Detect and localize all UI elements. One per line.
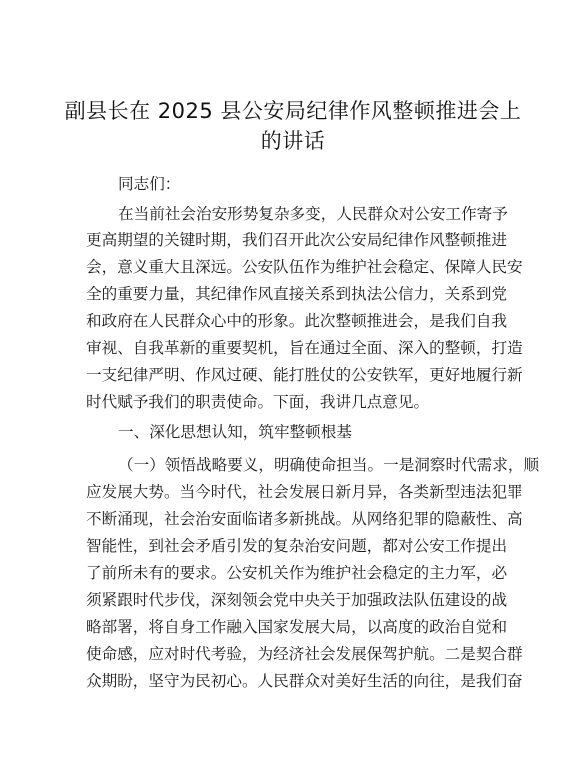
paragraph-line: 略部署，将自身工作融入国家发展大局，以高度的政治自觉和: [86, 618, 508, 636]
paragraph-line: （一）领悟战略要义，明确使命担当。一是洞察时代需求，顺: [118, 456, 540, 474]
paragraph-line: 应发展大势。当今时代，社会发展日新月异，各类新型违法犯罪: [86, 483, 523, 501]
paragraph-line: 不断涌现，社会治安面临诸多新挑战。从网络犯罪的隐蔽性、高: [86, 510, 523, 528]
paragraph-line: 须紧跟时代步伐，深刻领会党中央关于加强政法队伍建设的战: [86, 591, 508, 609]
paragraph-line: 一支纪律严明、作风过硬、能打胜仗的公安铁军，更好地履行新: [86, 366, 523, 384]
paragraph-line: 和政府在人民群众心中的形象。此次整顿推进会，是我们自我: [86, 312, 508, 330]
paragraph-line: 全的重要力量，其纪律作风直接关系到执法公信力，关系到党: [86, 285, 508, 303]
paragraph-line: 众期盼，坚守为民初心。人民群众对美好生活的向往，是我们奋: [86, 672, 523, 690]
paragraph-line: 使命感，应对时代考验，为经济社会发展保驾护航。二是契合群: [86, 645, 523, 663]
paragraph-line: 审视、自我革新的重要契机，旨在通过全面、深入的整顿，打造: [86, 339, 523, 357]
document-title-line-2: 的讲话: [260, 129, 326, 153]
paragraph-line: 智能性，到社会矛盾引发的复杂治安问题，都对公安工作提出: [86, 537, 508, 555]
paragraph-line: 了前所未有的要求。公安机关作为维护社会稳定的主力军，必: [86, 564, 508, 582]
document-title-line-1: 副县长在 2025 县公安局纪律作风整顿推进会上: [64, 99, 522, 123]
paragraph-line: 更高期望的关键时期，我们召开此次公安局纪律作风整顿推进: [86, 231, 508, 249]
salutation: 同志们：: [118, 175, 181, 193]
section-heading: 一、深化思想认知，筑牢整顿根基: [118, 423, 352, 441]
paragraph-line: 在当前社会治安形势复杂多变，人民群众对公安工作寄予: [118, 205, 508, 223]
paragraph-line: 会，意义重大且深远。公安队伍作为维护社会稳定、保障人民安: [86, 258, 523, 276]
paragraph-line: 时代赋予我们的职责使命。下面，我讲几点意见。: [86, 393, 430, 411]
